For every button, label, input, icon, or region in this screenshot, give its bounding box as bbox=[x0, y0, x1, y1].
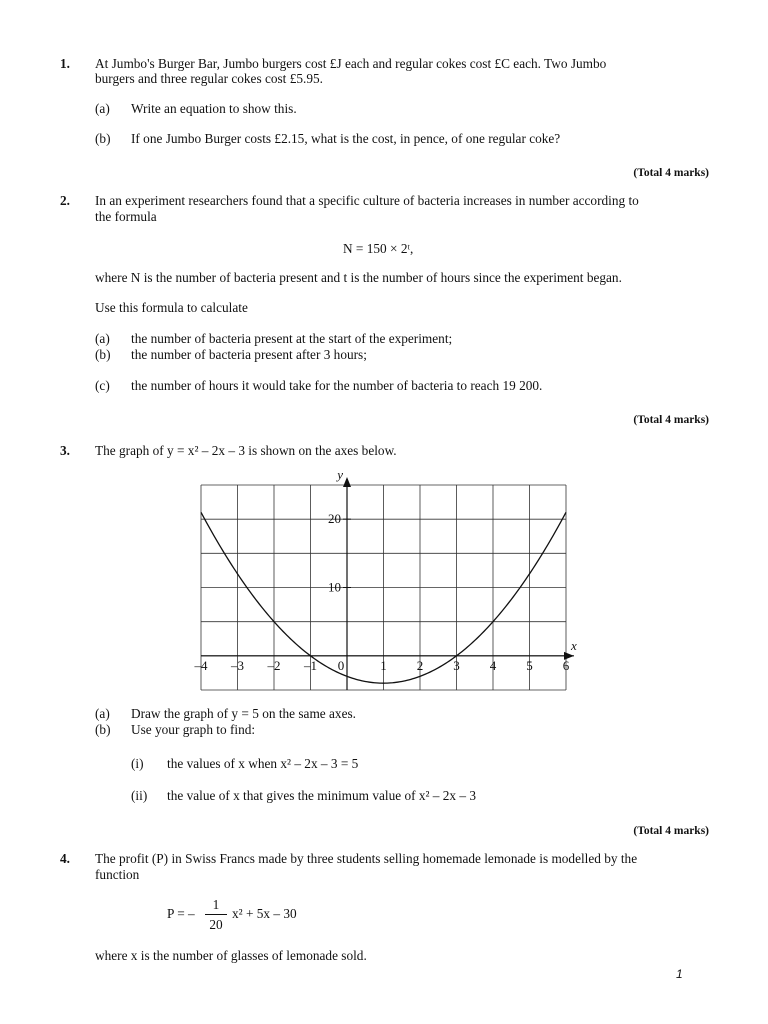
q2-number: 2. bbox=[60, 193, 70, 208]
q1-total-marks: (Total 4 marks) bbox=[633, 167, 709, 179]
q3-b-label: (b) bbox=[95, 722, 111, 737]
q3-bi-label: (i) bbox=[131, 756, 144, 771]
q3-bii-label: (ii) bbox=[131, 788, 148, 803]
q4-fraction-bar bbox=[205, 914, 227, 915]
q2-a-text: the number of bacteria present at the start of the experiment; bbox=[131, 331, 453, 346]
q1-a-text: Write an equation to show this. bbox=[131, 101, 297, 116]
q3-total-marks: (Total 4 marks) bbox=[633, 825, 709, 837]
q2-total-marks: (Total 4 marks) bbox=[633, 414, 709, 426]
x-tick-label: –2 bbox=[267, 657, 281, 673]
y-tick-label: 20 bbox=[328, 511, 341, 527]
q2-text-line2: the formula bbox=[95, 209, 157, 224]
q4-formula-rhs: x² + 5x – 30 bbox=[232, 906, 297, 921]
y-axis-label: y bbox=[337, 470, 343, 482]
x-tick-label: 3 bbox=[453, 657, 460, 673]
x-axis-label: x bbox=[571, 637, 577, 653]
q2-use-text: Use this formula to calculate bbox=[95, 300, 248, 315]
q1-text-line2: burgers and three regular cokes cost £5.95. bbox=[95, 71, 323, 86]
x-tick-label: 4 bbox=[489, 657, 497, 673]
q4-fraction-numerator: 1 bbox=[212, 897, 220, 912]
q3-bii-text: the value of x that gives the minimum value of x² – 2x – 3 bbox=[167, 788, 477, 803]
q1-a-label: (a) bbox=[95, 101, 110, 116]
q3-text: The graph of y = x² – 2x – 3 is shown on the axes below. bbox=[95, 443, 397, 458]
q1-number: 1. bbox=[60, 56, 70, 71]
q4-number: 4. bbox=[60, 851, 70, 866]
q2-a-label: (a) bbox=[95, 331, 110, 346]
q2-text-line1: In an experiment researchers found that a specific culture of bacteria increases in number according to bbox=[95, 193, 639, 208]
q1-b-text: If one Jumbo Burger costs £2.15, what is the cost, in pence, of one regular coke? bbox=[131, 131, 561, 146]
graph-axes bbox=[201, 477, 574, 690]
q1-b-label: (b) bbox=[95, 131, 111, 146]
q3-b-text: Use your graph to find: bbox=[131, 722, 256, 737]
q3-number: 3. bbox=[60, 443, 70, 458]
q2-where-text: where N is the number of bacteria present and t is the number of hours since the experiment began. bbox=[95, 270, 622, 285]
x-tick-label: –4 bbox=[194, 657, 208, 673]
q1-text-line1: At Jumbo's Burger Bar, Jumbo burgers cost £J each and regular cokes cost £C each. Two Jumbo bbox=[95, 56, 607, 71]
y-tick-label: 10 bbox=[328, 579, 341, 595]
x-tick-label: 2 bbox=[416, 657, 424, 673]
x-tick-label: 6 bbox=[562, 657, 570, 673]
x-tick-label: 5 bbox=[526, 657, 533, 673]
q2-b-text: the number of bacteria present after 3 hours; bbox=[131, 347, 367, 362]
x-tick-label: –1 bbox=[304, 657, 317, 673]
x-tick-label: 1 bbox=[380, 657, 387, 673]
q4-text-line1: The profit (P) in Swiss Francs made by three students selling homemade lemonade is modelled by the bbox=[95, 851, 638, 866]
x-tick-label: 0 bbox=[337, 657, 345, 673]
y-axis-arrow bbox=[343, 477, 351, 487]
q3-a-label: (a) bbox=[95, 706, 110, 721]
page-number: 1 bbox=[676, 967, 683, 981]
q2-b-label: (b) bbox=[95, 347, 111, 362]
q4-fraction-denominator: 20 bbox=[209, 917, 223, 932]
q4-formula-lhs: P = – bbox=[167, 906, 195, 921]
quadratic-graph bbox=[185, 470, 585, 695]
graph-labels bbox=[194, 470, 578, 673]
q4-text-line2: function bbox=[95, 867, 140, 882]
q4-where-text: where x is the number of glasses of lemonade sold. bbox=[95, 948, 367, 963]
q3-bi-text: the values of x when x² – 2x – 3 = 5 bbox=[167, 756, 359, 771]
q2-c-text: the number of hours it would take for the number of bacteria to reach 19 200. bbox=[131, 378, 543, 393]
q2-c-label: (c) bbox=[95, 378, 110, 393]
q2-formula: N = 150 × 2ᵗ, bbox=[343, 241, 414, 256]
x-tick-label: –3 bbox=[231, 657, 244, 673]
q3-a-text: Draw the graph of y = 5 on the same axes. bbox=[131, 706, 356, 721]
